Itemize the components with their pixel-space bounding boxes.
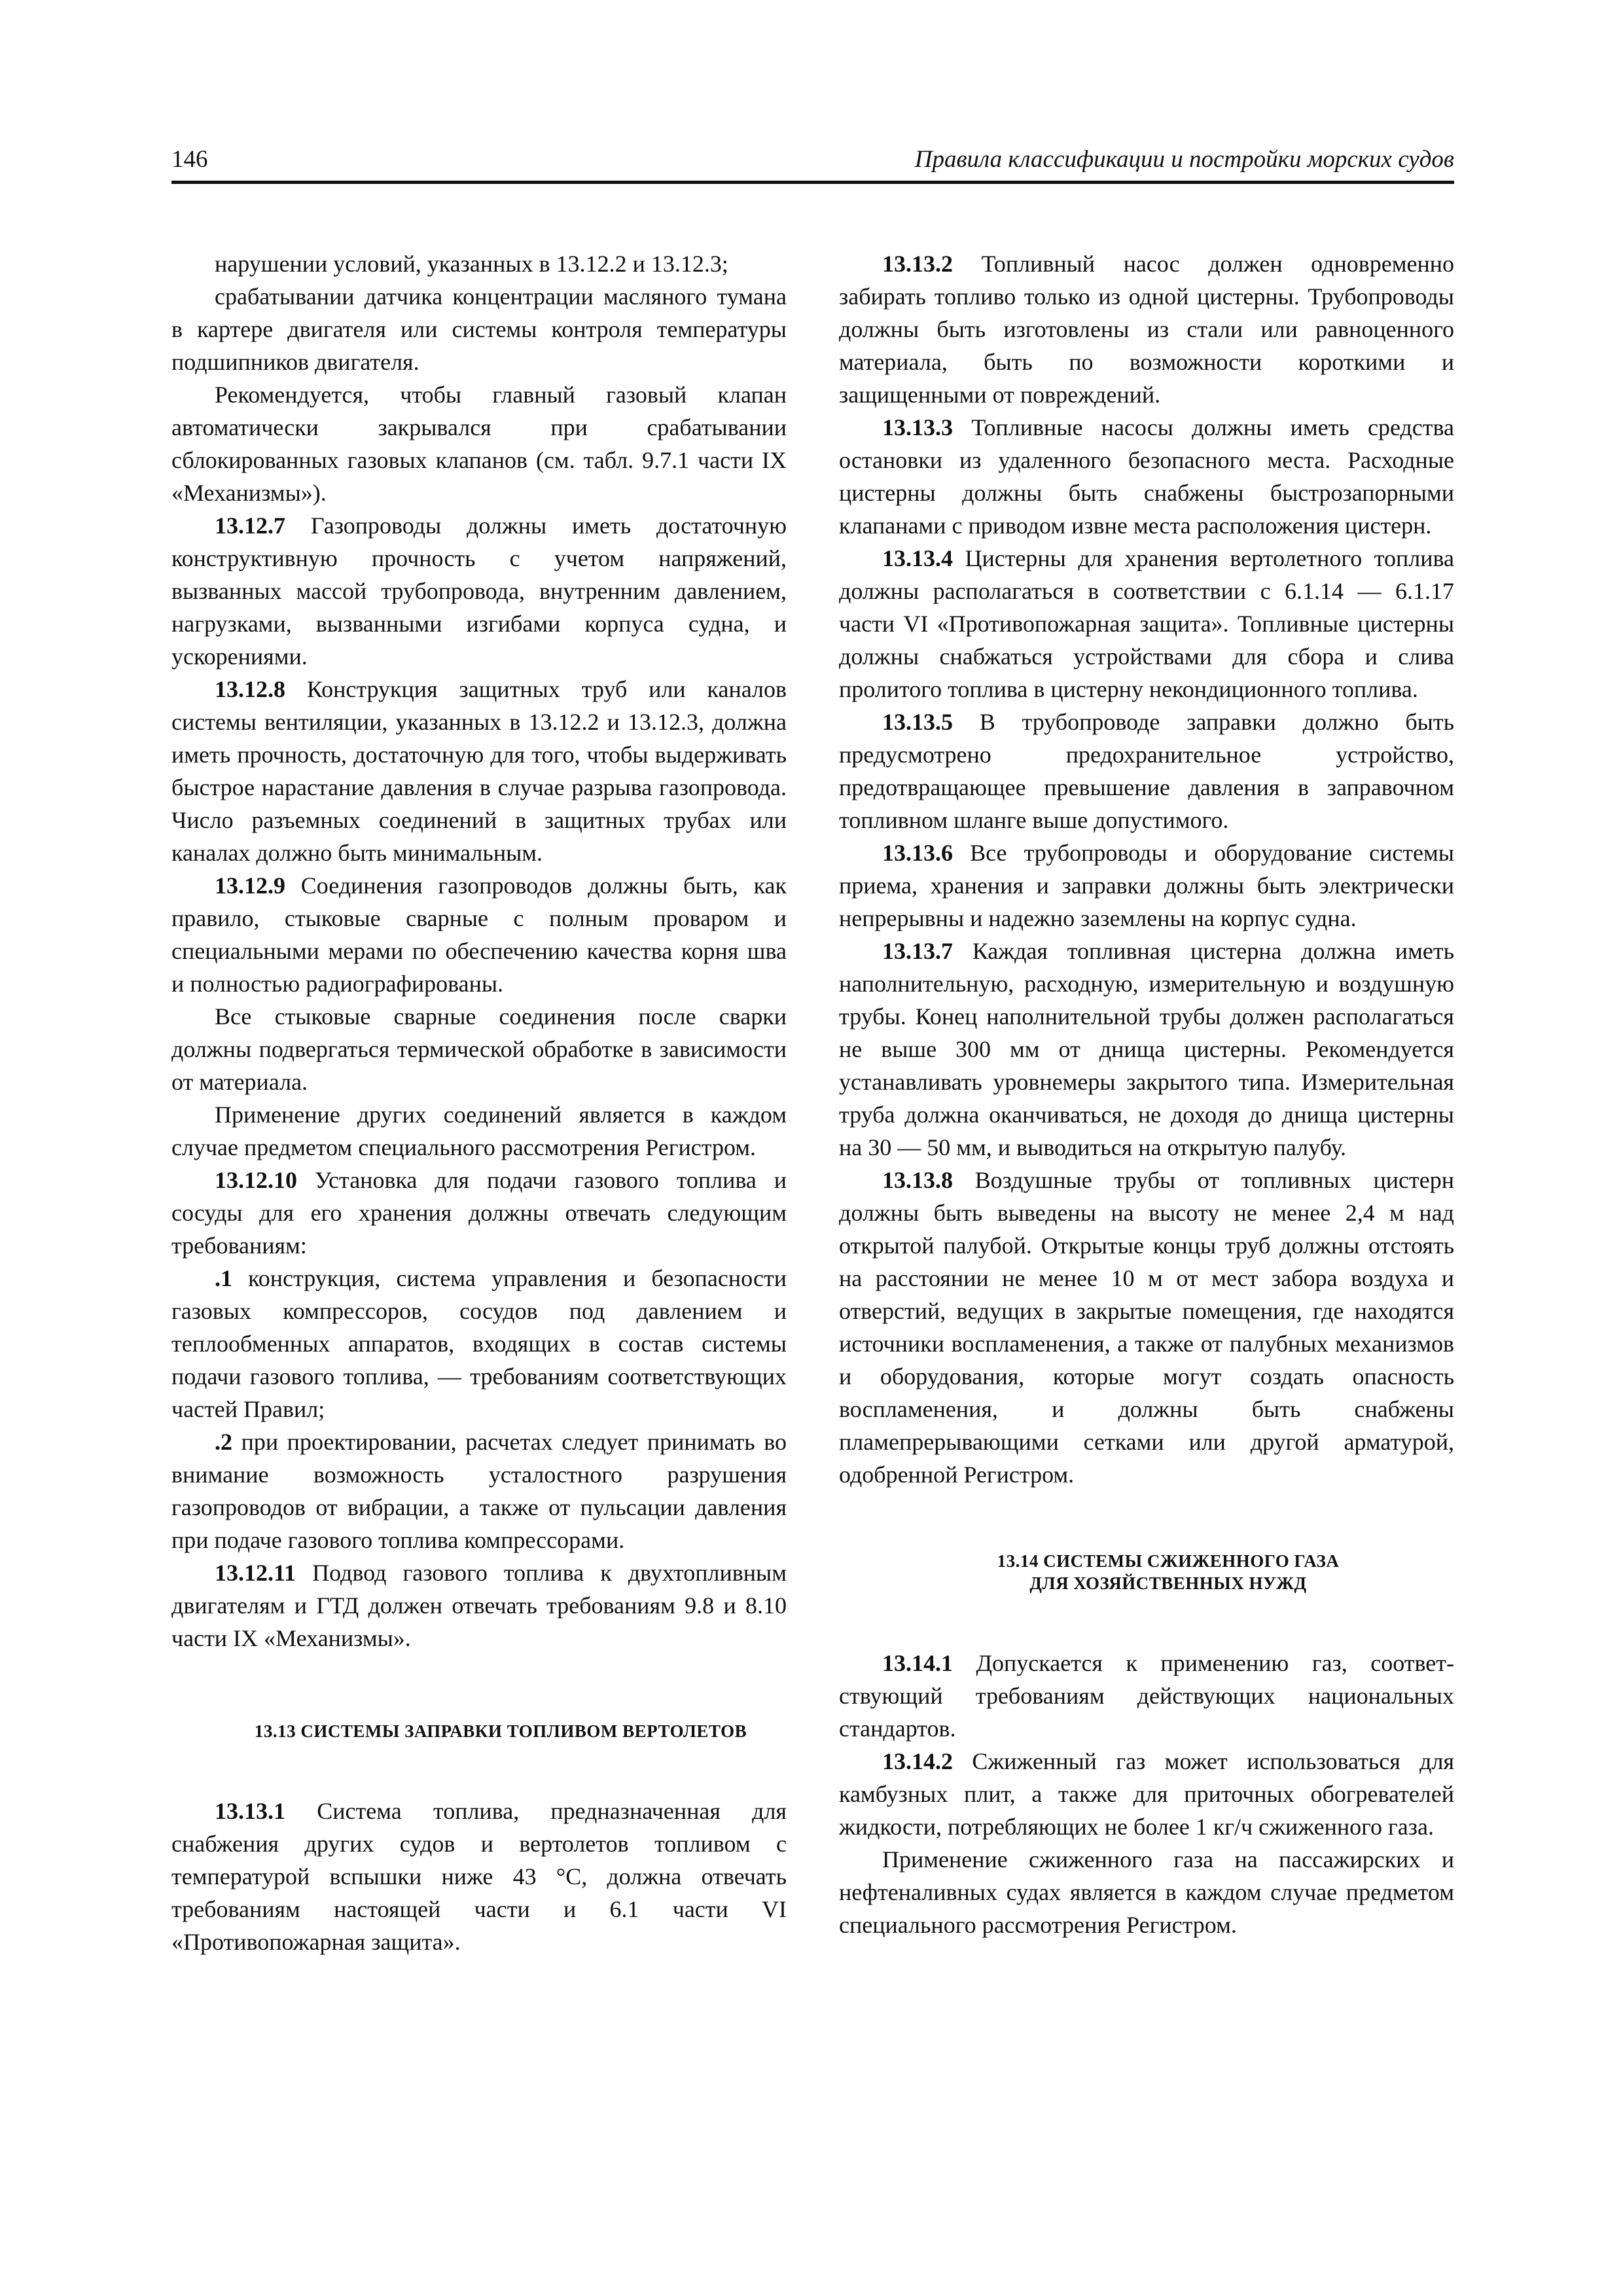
clause-13-13-1 (171, 1795, 787, 1958)
clause-number: 13.13.7 (882, 938, 953, 964)
paragraph: нарушении условий, указанных в 13.12.2 и 13.12.3; (215, 251, 728, 277)
clause-text: Система топлива, предназначенная для снабжения других судов и вертолетов топливом с температурой вспышки ниже 43 °С, должна отвечать требованиям настоящей части и 6.1 части VI «Противопожарная защита». (171, 1798, 787, 1955)
page-header (171, 140, 1454, 184)
clause-text: Газопроводы должны иметь достаточную конструктивную прочность с учетом напряжений, вызванных массой трубопровода, внутренним давлением, нагрузками, вызванными изгибами корпуса судна, и ускорениями. (171, 512, 787, 670)
clause-13-13-2 (839, 247, 1454, 411)
clause-13-12-9 (171, 869, 787, 1000)
clause-number: 13.13.4 (882, 545, 953, 571)
clause-text: при проектировании, расчетах следует принимать во внимание возможность усталостного разрушения газопроводов от вибрации, а также от пульсации давления при подаче газового топлива компрессорами. (171, 1429, 787, 1553)
clause-13-13-3 (839, 411, 1454, 542)
section-heading-13-14-line1: 13.14 СИСТЕМЫ СЖИЖЕННОГО ГАЗА (997, 1551, 1340, 1571)
paragraph: Применение других соединений является в каждом случае предметом специального рассмотрения Регистром. (171, 1102, 787, 1160)
right-column (839, 247, 1454, 1941)
clause-number: 13.12.8 (215, 676, 285, 702)
clause-number: 13.13.2 (882, 251, 953, 277)
clause-13-12-10 (171, 1164, 787, 1262)
clause-text: Допускается к применению газ, соответствующий требованиям действующих национальных стандартов. (839, 1650, 1454, 1742)
clause-number: 13.13.1 (215, 1798, 285, 1824)
clause-number: 13.13.8 (882, 1167, 953, 1193)
clause-number: 13.12.9 (215, 872, 285, 899)
clause-13-13-5 (839, 706, 1454, 836)
clause-text: Каждая топливная цистерна должна иметь наполнительную, расходную, измерительную и воздушную трубы. Конец наполнительной трубы должен располагаться не выше 300 мм от днища цистерны. Рекомендуется устанавливать уровнемеры закрытого типа. Измерительная труба должна оканчиваться, не доходя до днища цистерны на 30 — 50 мм, и выводиться на открытую палубу. (839, 938, 1454, 1160)
running-title: Правила классификации и постройки морских судов (914, 146, 1454, 173)
clause-text: Сжиженный газ может использоваться для камбузных плит, а также для приточных обогревателей жидкости, потребляющих не более 1 кг/ч сжиженного газа. (839, 1748, 1454, 1840)
paragraph: Рекомендуется, чтобы главный газовый клапан автоматически закрывался при срабатывании сблокированных газовых клапанов (см. табл. 9.7.1 части IX «Механизмы»). (171, 382, 787, 506)
page-number: 146 (171, 146, 208, 173)
clause-13-13-8 (839, 1164, 1454, 1491)
clause-text: Конструкция защитных труб или каналов системы вентиляции, указанных в 13.12.2 и 13.12.3, должна иметь прочность, достаточную для того, чтобы выдерживать быстрое нарастание давления в случае разрыва газопровода. Число разъемных соединений в защитных трубах или каналах должно быть минимальным. (171, 676, 787, 866)
clause-13-13-4 (839, 542, 1454, 706)
clause-text: Все трубопроводы и оборудование системы приема, хранения и заправки должны быть электрически непрерывны и надежно заземлены на корпус судна. (839, 840, 1454, 931)
clause-number: 13.12.11 (215, 1560, 296, 1586)
clause-number: 13.13.6 (882, 840, 953, 866)
left-column (171, 247, 787, 1958)
clause-number: 13.12.10 (215, 1167, 297, 1193)
subclause-1 (171, 1262, 787, 1426)
clause-13-14-1 (839, 1647, 1454, 1745)
subclause-2 (171, 1426, 787, 1556)
clause-number: 13.13.5 (882, 709, 953, 735)
section-heading-13-13: 13.13 СИСТЕМЫ ЗАПРАВКИ ТОПЛИВОМ ВЕРТОЛЕТОВ (254, 1721, 747, 1741)
clause-text: В трубопроводе заправки должно быть предусмотрено предохранительное устройство, предотвращающее превышение давления в заправочном топливном шланге выше допустимого. (839, 709, 1454, 833)
clause-text: Воздушные трубы от топливных цистерн должны быть выведены на высоту не менее 2,4 м над открытой палубой. Открытые концы труб должны отстоять на расстоянии не менее 10 м от мест забора воздуха и отверстий, ведущих в закрытые помещения, где находятся источники воспламенения, а также от палубных механизмов и оборудования, которые могут создать опасность воспламенения, и должны быть снабжены пламепрерывающими сетками или другой арматурой, одобренной Регистром. (839, 1167, 1454, 1488)
clause-text: Цистерны для хранения вертолетного топлива должны располагаться в соответствии с 6.1.14 — 6.1.17 части VI «Противопожарная защита». Топливные цистерны должны снабжаться устройствами для сбора и слива пролитого топлива в цистерну некондиционного топлива. (839, 545, 1454, 702)
clause-13-13-7 (839, 935, 1454, 1164)
clause-text: конструкция, система управления и безопасности газовых компрессоров, сосудов под давлением и теплообменных аппаратов, входящих в состав системы подачи газового топлива, — требованиям соответствующих частей Правил; (171, 1265, 787, 1422)
clause-13-12-8 (171, 673, 787, 869)
clause-number: .1 (215, 1265, 232, 1291)
clause-13-14-2 (839, 1745, 1454, 1843)
paragraph: срабатывании датчика концентрации масляного тумана в картере двигателя или системы контроля температуры подшипников двигателя. (171, 283, 787, 375)
section-heading-13-14-line2: ДЛЯ ХОЗЯЙСТВЕННЫХ НУЖД (1029, 1573, 1307, 1593)
clause-text: Топливные насосы должны иметь средства остановки из удаленного безопасного места. Расходные цистерны должны быть снабжены быстрозапорными клапанами с приводом извне места расположения цистерн. (839, 414, 1454, 539)
paragraph: Применение сжиженного газа на пассажирских и нефтеналивных судах является в каждом случае предметом специального рассмотрения Регистром. (839, 1846, 1454, 1938)
clause-text: Соединения газопроводов должны быть, как правило, стыковые сварные с полным проваром и специальными мерами по обеспечению качества корня шва и полностью радиографированы. (171, 872, 787, 997)
clause-text: Топливный насос должен одновременно забирать топливо только из одной цистерны. Трубопроводы должны быть изготовлены из стали или равноценного материала, быть по возможности короткими и защищенными от повреждений. (839, 251, 1454, 408)
clause-text: Подвод газового топлива к двухтопливным двигателям и ГТД должен отвечать требованиям 9.8 и 8.10 части IX «Механизмы». (171, 1560, 787, 1651)
clause-number: 13.12.7 (215, 512, 285, 539)
clause-number: 13.14.2 (882, 1748, 953, 1774)
clause-number: .2 (215, 1429, 232, 1455)
clause-13-12-11 (171, 1556, 787, 1655)
paragraph: Все стыковые сварные соединения после сварки должны подвергаться термической обработке в зависимости от материала. (171, 1003, 787, 1095)
clause-number: 13.14.1 (882, 1650, 953, 1676)
clause-text: Установка для подачи газового топлива и сосуды для его хранения должны отвечать следующим требованиям: (171, 1167, 787, 1259)
clause-number: 13.13.3 (882, 414, 953, 440)
clause-13-13-6 (839, 836, 1454, 935)
clause-13-12-7 (171, 509, 787, 673)
